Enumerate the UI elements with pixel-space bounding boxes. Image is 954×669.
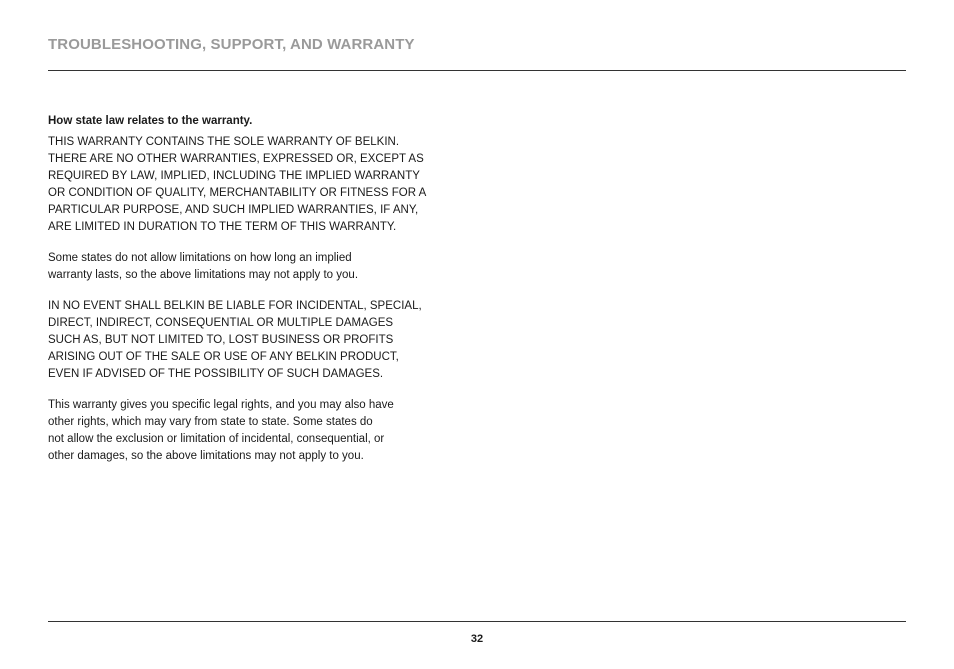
page-number: 32	[470, 633, 484, 645]
page-header-title: TROUBLESHOOTING, SUPPORT, AND WARRANTY	[48, 36, 415, 53]
paragraph-sole-warranty: THIS WARRANTY CONTAINS THE SOLE WARRANTY OF BELKIN. THERE ARE NO OTHER WARRANTIES, EXPRESSED OR, EXCEPT AS REQUIRED BY LAW, IMPLIED, INCLUDING THE IMPLIED WARRANTY OR CONDITION OF QUALITY, MERCHANTABILITY OR FITNESS FOR A PARTICULAR PURPOSE, AND SUCH IMPLIED WARRANTIES, IF ANY, ARE LIMITED IN DURATION TO THE TERM OF THIS WARRANTY.	[48, 136, 427, 233]
section-heading: How state law relates to the warranty.	[48, 115, 253, 127]
header-divider	[48, 70, 906, 71]
warranty-section	[48, 114, 448, 479]
paragraph-legal-rights: This warranty gives you specific legal rights, and you may also have other rights, which may vary from state to state. Some states do not allow the exclusion or limitation of incidental, consequential, or other damages, so the above limitations may not apply to you.	[48, 399, 394, 462]
paragraph-liability-limitation: IN NO EVENT SHALL BELKIN BE LIABLE FOR INCIDENTAL, SPECIAL, DIRECT, INDIRECT, CONSEQUENTIAL OR MULTIPLE DAMAGES SUCH AS, BUT NOT LIMITED TO, LOST BUSINESS OR PROFITS ARISING OUT OF THE SALE OR USE OF ANY BELKIN PRODUCT, EVEN IF ADVISED OF THE POSSIBILITY OF SUCH DAMAGES.	[48, 300, 422, 380]
paragraph-implied-warranty-duration: Some states do not allow limitations on how long an implied warranty lasts, so the above limitations may not apply to you.	[48, 252, 359, 281]
footer-divider	[48, 621, 906, 622]
